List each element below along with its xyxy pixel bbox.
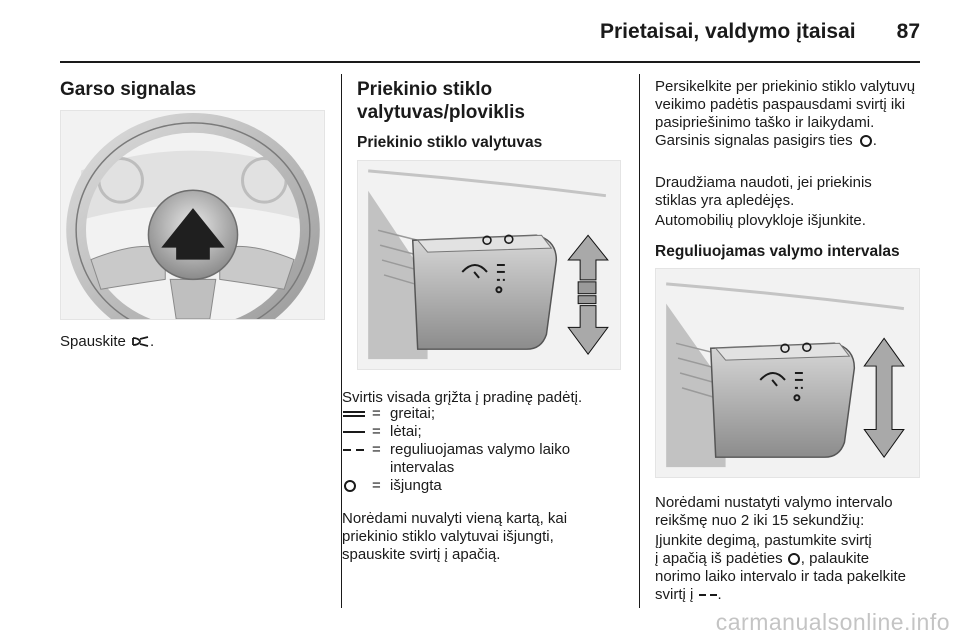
legend-equals: = bbox=[372, 441, 381, 458]
header-divider bbox=[60, 61, 920, 63]
interval-steps-line-2 bbox=[655, 550, 930, 568]
interval-steps-line-1: Įjunkite degimą, pastumkite svirtį bbox=[655, 532, 872, 549]
dashed-line-icon bbox=[698, 590, 718, 600]
legend-row-interval bbox=[342, 441, 617, 477]
horn-caption bbox=[60, 333, 154, 351]
subheading-interval: Reguliuojamas valymo intervalas bbox=[655, 243, 900, 260]
subheading-wiper: Priekinio stiklo valytuvas bbox=[357, 134, 543, 151]
single-dash-icon bbox=[342, 423, 372, 441]
off-circle-icon bbox=[342, 477, 372, 495]
legend-equals: = bbox=[372, 405, 381, 422]
interval-intro-text: Norėdami nustatyti valymo intervalo reikšmę nuo 2 iki 15 sekundžių: bbox=[655, 494, 893, 529]
interval-steps-text bbox=[655, 532, 930, 604]
off-circle-icon bbox=[859, 134, 873, 148]
horn-caption-text: Spauskite bbox=[60, 333, 126, 350]
legend-text-fast: greitai; bbox=[390, 405, 436, 422]
wiper-positions-text-end: . bbox=[872, 132, 877, 149]
wiper-positions-text bbox=[655, 78, 927, 150]
car-wash-text: Automobilių plovykloje išjunkite. bbox=[655, 212, 866, 229]
page-number: 87 bbox=[896, 20, 920, 43]
legend-equals: = bbox=[372, 477, 381, 494]
running-header-title: Prietaisai, valdymo įtaisai bbox=[600, 20, 856, 43]
legend-row-fast bbox=[342, 405, 617, 423]
off-circle-icon bbox=[787, 552, 801, 566]
interval-steps-line-4-text: svirtį į bbox=[655, 586, 694, 603]
interval-steps-line-3: norimo laiko intervalo ir tada pakelkite bbox=[655, 568, 906, 585]
horn-symbol-icon bbox=[132, 336, 150, 348]
interval-steps-line-4-end: . bbox=[717, 586, 722, 603]
section-heading-horn: Garso signalas bbox=[60, 79, 197, 100]
legend-equals: = bbox=[372, 423, 381, 440]
dashed-line-icon bbox=[342, 441, 372, 459]
lever-return-text: Svirtis visada grįžta į pradinę padėtį. bbox=[342, 389, 583, 406]
wiper-lever-figure bbox=[357, 160, 621, 370]
legend-text-slow: lėtai; bbox=[390, 423, 422, 440]
legend-text-interval: reguliuojamas valymo laiko intervalas bbox=[390, 441, 571, 476]
wiper-positions-legend bbox=[342, 405, 617, 495]
legend-row-slow bbox=[342, 423, 617, 441]
watermark: carmanualsonline.info bbox=[715, 609, 950, 635]
interval-steps-line-2-text: į apačią iš padėties bbox=[655, 550, 783, 567]
horn-caption-end: . bbox=[150, 333, 155, 350]
wiper-positions-text-body: Persikelkite per priekinio stiklo valytuvų veikimo padėtis paspausdami svirtį iki pasipriešinimo taško ir laikydami. Garsinis signalas pasigirs ties bbox=[655, 78, 916, 149]
legend-text-off: išjungta bbox=[390, 477, 442, 494]
section-heading-wiper-washer bbox=[357, 78, 617, 124]
ice-warning-text: Draudžiama naudoti, jei priekinis stiklas yra apledėjęs. bbox=[655, 174, 872, 209]
interval-lever-illustration bbox=[656, 269, 919, 477]
section-heading-wiper-washer-text: Priekinio stiklo valytuvas/ploviklis bbox=[357, 79, 525, 123]
steering-wheel-figure bbox=[60, 110, 325, 320]
column-divider-right bbox=[639, 74, 640, 608]
legend-row-off bbox=[342, 477, 617, 495]
interval-steps-line-2-end: , palaukite bbox=[800, 550, 870, 567]
wiper-lever-illustration bbox=[358, 161, 620, 369]
double-dash-icon bbox=[342, 405, 372, 423]
interval-lever-figure bbox=[655, 268, 920, 478]
steering-wheel-illustration bbox=[61, 111, 324, 319]
interval-steps-line-4 bbox=[655, 586, 930, 604]
single-wipe-text: Norėdami nuvalyti vieną kartą, kai priekinio stiklo valytuvai išjungti, spauskite svirtį į apačią. bbox=[342, 510, 568, 563]
